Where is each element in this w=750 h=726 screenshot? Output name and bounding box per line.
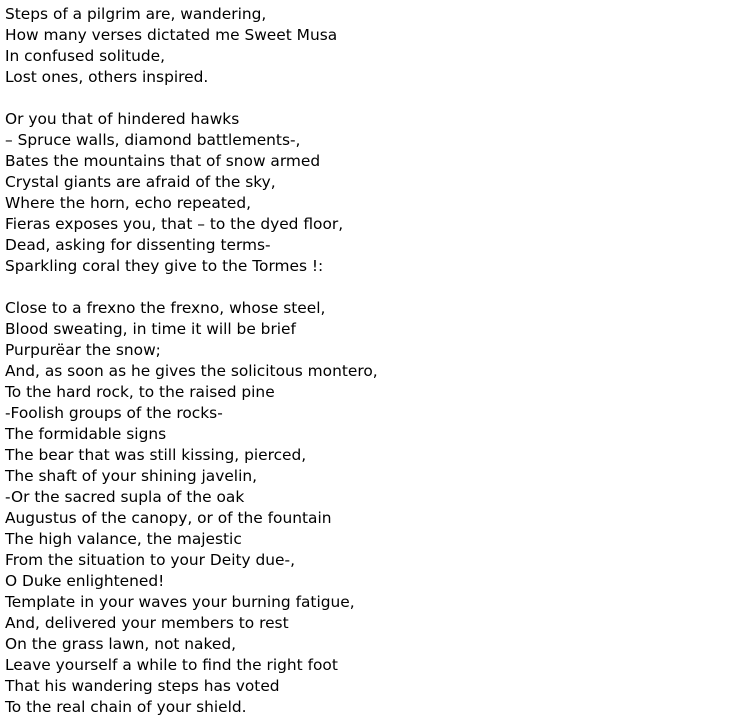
poem-line: Blood sweating, in time it will be brief (5, 320, 296, 338)
poem-line: Dead, asking for dissenting terms- (5, 236, 271, 254)
poem-line: -Or the sacred supla of the oak (5, 488, 245, 506)
stanza-2 (5, 109, 750, 277)
poem-line: That his wandering steps has voted (5, 677, 280, 695)
poem-line: Where the horn, echo repeated, (5, 194, 251, 212)
poem-line: Steps of a pilgrim are, wandering, (5, 5, 267, 23)
poem-line: Close to a frexno the frexno, whose steel, (5, 299, 326, 317)
poem-line: Bates the mountains that of snow armed (5, 152, 321, 170)
poem-line: Sparkling coral they give to the Tormes !: (5, 257, 324, 275)
poem-line: To the hard rock, to the raised pine (5, 383, 275, 401)
poem-line: Template in your waves your burning fatigue, (5, 593, 355, 611)
stanza-1 (5, 4, 750, 88)
poem-line: How many verses dictated me Sweet Musa (5, 26, 338, 44)
poem-line: And, as soon as he gives the solicitous montero, (5, 362, 378, 380)
poem-line: To the real chain of your shield. (5, 698, 247, 716)
poem-line: Fieras exposes you, that – to the dyed floor, (5, 215, 344, 233)
poem-line: The high valance, the majestic (5, 530, 242, 548)
poem-line: Purpurëar the snow; (5, 341, 161, 359)
poem-line: – Spruce walls, diamond battlements-, (5, 131, 301, 149)
poem-line: Leave yourself a while to find the right foot (5, 656, 338, 674)
poem-line: Lost ones, others inspired. (5, 68, 209, 86)
poem-line: From the situation to your Deity due-, (5, 551, 295, 569)
poem-line: The shaft of your shining javelin, (5, 467, 257, 485)
poem-line: Or you that of hindered hawks (5, 110, 240, 128)
poem-line: And, delivered your members to rest (5, 614, 289, 632)
poem-line: On the grass lawn, not naked, (5, 635, 236, 653)
poem-line: Crystal giants are afraid of the sky, (5, 173, 276, 191)
poem-line: In confused solitude, (5, 47, 166, 65)
poem-line: The formidable signs (5, 425, 167, 443)
poem-line: The bear that was still kissing, pierced, (5, 446, 307, 464)
poem-line: O Duke enlightened! (5, 572, 165, 590)
stanza-3 (5, 298, 750, 718)
poem-line: -Foolish groups of the rocks- (5, 404, 223, 422)
poem-line: Augustus of the canopy, or of the fountain (5, 509, 332, 527)
